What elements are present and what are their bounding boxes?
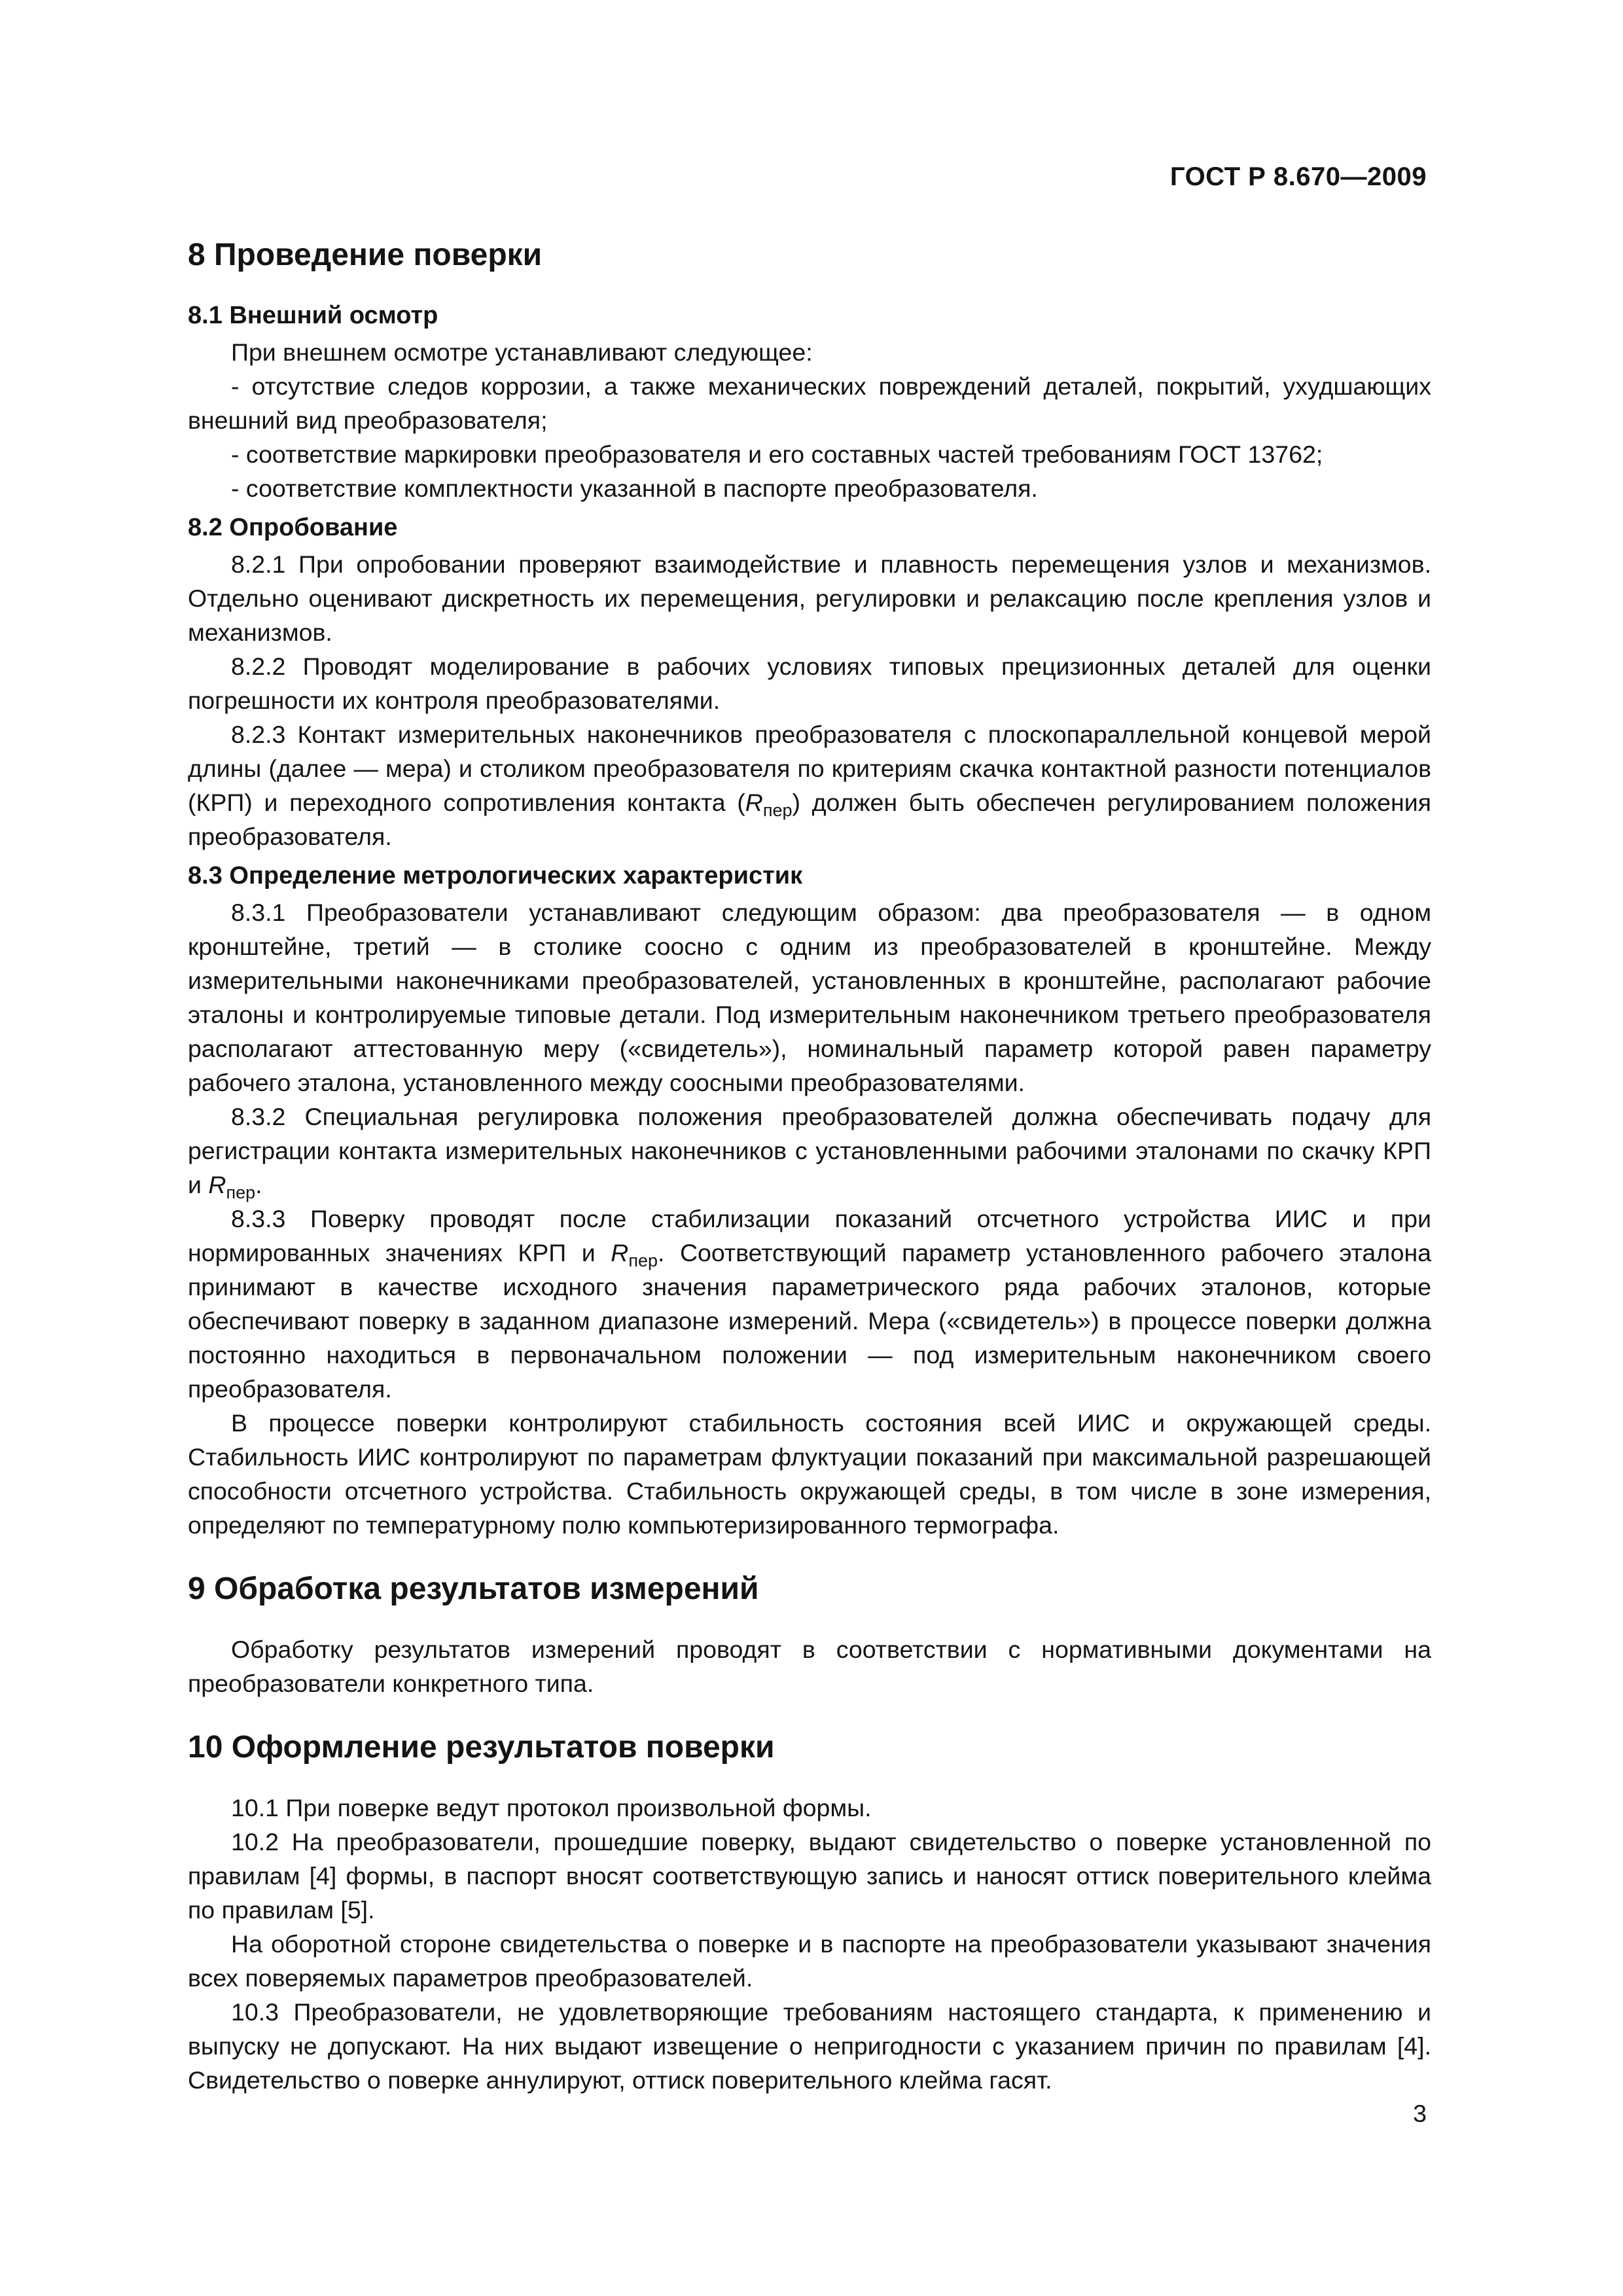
paragraph: Обработку результатов измерений проводят в соответствии с нормативными документами на преобразователи конкретного типа. [188, 1636, 1431, 1697]
paragraph: На оборотной стороне свидетельства о поверке и в паспорте на преобразователи указывают значения всех поверяемых параметров преобразователей. [188, 1930, 1431, 1992]
subsection-8-2-title: 8.2 Опробование [188, 514, 398, 541]
paragraph: В процессе поверки контролируют стабильность состояния всей ИИС и окружающей среды. Стабильность ИИС контролируют по параметрам флуктуации показаний при максимальной разрешающей способности отсчетного устройства. Стабильность окружающей среды, в том числе в зоне измерения, определяют по температурному полю компьютеризированного термографа. [188, 1409, 1431, 1539]
list-item: - соответствие маркировки преобразователя и его составных частей требованиям ГОСТ 13762; [231, 440, 1323, 468]
section-9-title: 9 Обработка результатов измерений [188, 1571, 759, 1606]
page-number: 3 [1413, 2100, 1427, 2127]
section-gap [188, 1542, 1431, 1570]
section-10-title: 10 Оформление результатов поверки [188, 1730, 775, 1765]
paragraph: 8.3.3 Поверку проводят после стабилизации показаний отсчетного устройства ИИС и при нормированных значениях КРП и $R_{пер}$. Соответствующий параметр установленного рабочего эталона принимают в качестве исходного значения параметрического ряда рабочих эталонов, которые обеспечивают поверку в заданном диапазоне измерений. Мера («свидетель») в процессе поверки должна постоянно находиться в первоначальном положении — под измерительным наконечником своего преобразователя. [188, 1205, 1432, 1403]
list-item: - отсутствие следов коррозии, а также механических повреждений деталей, покрытий, ухудшающих внешний вид преобразователя; [188, 372, 1431, 434]
section-8-title: 8 Проведение поверки [188, 238, 543, 272]
paragraph: 8.2.2 Проводят моделирование в рабочих условиях типовых прецизионных деталей для оценки погрешности их контроля преобразователями. [188, 653, 1431, 714]
paragraph: 10.2 На преобразователи, прошедшие поверку, выдают свидетельство о поверке установленной по правилам [4] формы, в паспорт вносят соответствующую запись и наносят оттиск поверительного клейма по правилам [5]. [188, 1828, 1431, 1924]
section-gap [188, 1700, 1431, 1728]
list-item: - соответствие комплектности указанной в паспорте преобразователя. [231, 475, 1038, 502]
paragraph: 10.3 Преобразователи, не удовлетворяющие требованиям настоящего стандарта, к применению и выпуску не допускают. На них выдают извещение о непригодности с указанием причин по правилам [4]. Свидетельство о поверке аннулируют, оттиск поверительного клейма гасят. [188, 1998, 1431, 2094]
document-code: ГОСТ Р 8.670—2009 [1169, 162, 1427, 191]
paragraph: 10.1 При поверке ведут протокол произвольной формы. [231, 1794, 872, 1821]
paragraph: При внешнем осмотре устанавливают следующее: [231, 338, 813, 366]
paragraph: 8.2.3 Контакт измерительных наконечников преобразователя с плоскопараллельной концевой мерой длины (далее — мера) и столиком преобразователя по критериям скачка контактной разности потенциалов (КРП) и переходного сопротивления контакта $(R_{пер})$ должен быть обеспечен регулированием положения преобразователя. [188, 721, 1431, 850]
paragraph: 8.3.2 Специальная регулировка положения преобразователей должна обеспечивать подачу для регистрации контакта измерительных наконечников с установленными рабочими эталонами по скачку КРП и $R_{пер}$. [188, 1103, 1431, 1202]
document-body [188, 236, 1431, 2097]
subsection-8-3-title: 8.3 Определение метрологических характеристик [188, 862, 803, 889]
paragraph: 8.2.1 При опробовании проверяют взаимодействие и плавность перемещения узлов и механизмов. Отдельно оценивают дискретность их перемещения, регулировки и релаксацию после крепления узлов и механизмов. [188, 550, 1431, 646]
paragraph: 8.3.1 Преобразователи устанавливают следующим образом: два преобразователя — в одном кронштейне, третий — в столике соосно с одним из преобразователей в кронштейне. Между измерительными наконечниками преобразователей, установленных в кронштейне, располагают рабочие эталоны и контролируемые типовые детали. Под измерительным наконечником третьего преобразователя располагают аттестованную меру («свидетель»), номинальный параметр которой равен параметру рабочего эталона, установленного между соосными преобразователями. [188, 899, 1431, 1096]
subsection-8-1-title: 8.1 Внешний осмотр [188, 302, 438, 329]
